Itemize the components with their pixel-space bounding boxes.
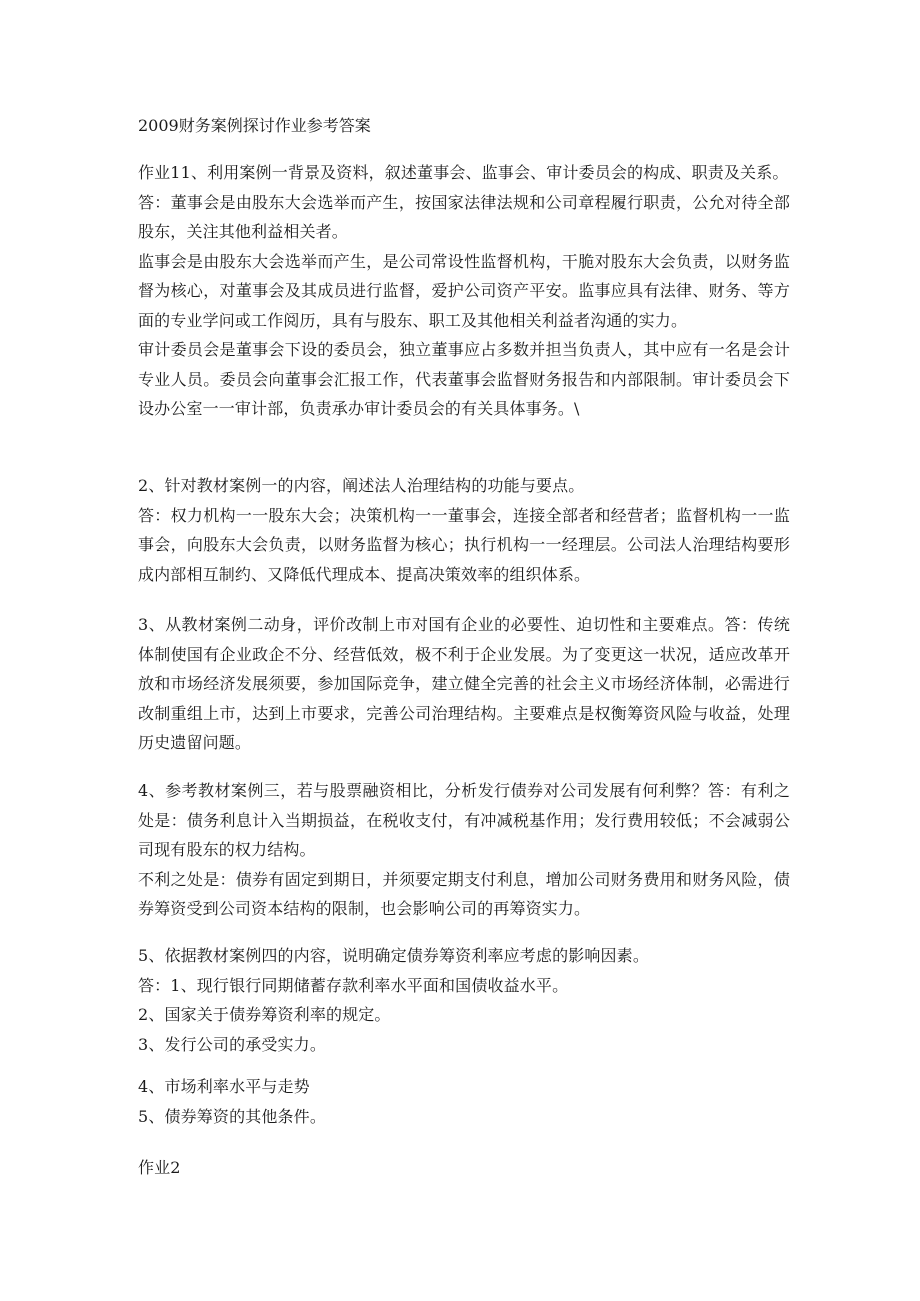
section-1-question: 作业11、利用案例一背景及资料，叙述董事会、监事会、审计委员会的构成、职责及关系。 <box>138 163 789 182</box>
section-5-continued <box>138 1072 790 1131</box>
section-4-text: 4、参考教材案例三，若与股票融资相比，分析发行债券对公司发展有何利弊？答：有利之处是：债务利息计入当期损益，在税收支付，有冲减税基作用；发行费用较低；不会减弱公司现有股东的权力结构。 <box>138 781 790 859</box>
section-3-text: 3、从教材案例二动身，评价改制上市对国有企业的必要性、迫切性和主要难点。答：传统体制使国有企业政企不分、经营低效，极不利于企业发展。为了变更这一状况，适应改革开放和市场经济发展须要，参加国际竞争，建立健全完善的社会主义市场经济体制，必需进行改制重组上市，达到上市要求，完善公司治理结构。主要难点是权衡筹资风险与收益，处理历史遗留问题。 <box>138 615 790 752</box>
section-4-disadvantage: 不利之处是：债券有固定到期日，并须要定期支付利息，增加公司财务费用和财务风险，债券筹资受到公司资本结构的限制，也会影响公司的再筹资实力。 <box>138 869 790 918</box>
section-1 <box>138 158 790 424</box>
section-1-answer-audit: 审计委员会是董事会下设的委员会，独立董事应占多数并担当负责人，其中应有一名是会计专业人员。委员会向董事会汇报工作，代表董事会监督财务报告和内部限制。审计委员会下设办公室一一审计部，负责承办审计委员会的有关具体事务。\ <box>138 340 790 418</box>
next-heading: 作业2 <box>138 1158 181 1177</box>
section-1-answer-supervisory: 监事会是由股东大会选举而产生，是公司常设性监督机构，干脆对股东大会负责，以财务监督为核心，对董事会及其成员进行监督，爱护公司资产平安。监事应具有法律、财务、等方面的专业学问或工作阅历，具有与股东、职工及其他相关利益者沟通的实力。 <box>138 251 790 330</box>
section-5 <box>138 941 790 1059</box>
document-title: 2009财务案例探讨作业参考答案 <box>138 116 371 135</box>
section-5-item-5: 5、债券筹资的其他条件。 <box>138 1106 326 1126</box>
section-2-question: 2、针对教材案例一的内容，阐述法人治理结构的功能与要点。 <box>138 476 585 495</box>
section-5-question: 5、依据教材案例四的内容，说明确定债券筹资利率应考虑的影响因素。 <box>138 946 649 965</box>
section-2-answer: 答：权力机构一一股东大会；决策机构一一董事会，连接全部者和经营者；监督机构一一监事会，向股东大会负责，以财务监督为核心；执行机构一一经理层。公司法人治理结构要形成内部相互制约、又降低代理成本、提高决策效率的组织体系。 <box>138 505 790 584</box>
section-4 <box>138 776 790 924</box>
section-1-answer-board: 答：董事会是由股东大会选举而产生，按国家法律法规和公司章程履行职责，公允对待全部股东，关注其他利益相关者。 <box>138 192 790 241</box>
section-5-item-1: 答：1、现行银行同期储蓄存款利率水平面和国债收益水平。 <box>138 975 569 995</box>
section-5-item-4: 4、市场利率水平与走势 <box>138 1077 310 1096</box>
section-5-item-3: 3、发行公司的承受实力。 <box>138 1034 326 1054</box>
section-2 <box>138 471 790 589</box>
next-section <box>138 1153 790 1183</box>
section-5-item-2: 2、国家关于债券筹资利率的规定。 <box>138 1005 391 1024</box>
section-3 <box>138 610 790 758</box>
